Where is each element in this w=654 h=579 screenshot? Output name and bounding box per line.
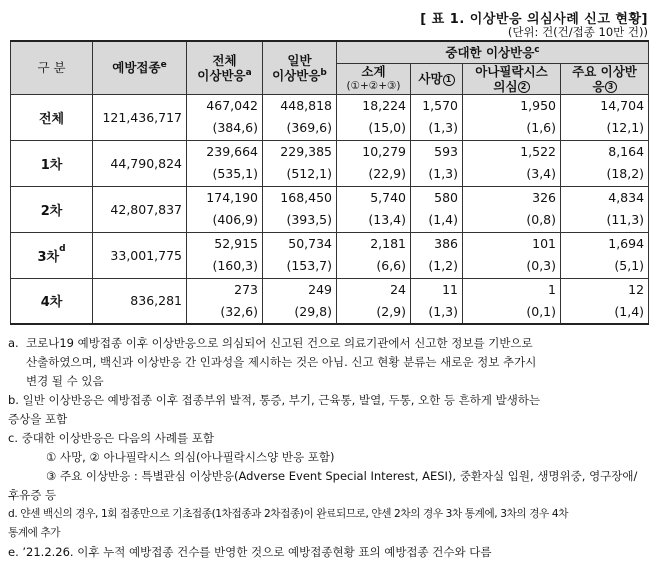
anaphylaxis-rate: (0,1) (526, 303, 556, 319)
header-anaphylaxis: 아나필락시스 의심 2 (463, 63, 561, 94)
major-count: 4,834 (608, 190, 645, 205)
total-count: 467,042 (206, 98, 258, 113)
total-cell (187, 232, 263, 278)
death-cell (411, 278, 463, 324)
table-row (11, 186, 649, 232)
adverse-reaction-table (10, 40, 649, 325)
subtotal-cell (337, 140, 411, 186)
subtotal-count: 24 (390, 281, 406, 297)
subtotal-rate: (2,9) (376, 303, 406, 319)
major-rate: (12,1) (606, 120, 645, 135)
vaccinated-count: 121,436,717 (93, 94, 187, 140)
death-count: 593 (434, 144, 458, 159)
general-rate: (153,7) (286, 258, 332, 273)
anaphylaxis-cell (463, 94, 561, 140)
footnote-b: b. 일반 이상반응은 예방접종 이후 접종부위 발적, 통증, 부기, 근육통, 발열, 두통, 오한 등 흔하게 발생하는 증상을 포함 (8, 393, 541, 426)
total-rate: (384,6) (212, 120, 258, 135)
total-rate: (535,1) (212, 166, 258, 181)
header-major: 주요 이상반 응 3 (561, 63, 649, 94)
major-cell (561, 186, 649, 232)
subtotal-cell (337, 94, 411, 140)
general-count: 50,734 (288, 236, 332, 251)
row-label: 1차 (11, 140, 93, 186)
death-cell (411, 94, 463, 140)
subtotal-cell (337, 278, 411, 324)
death-count: 11 (442, 281, 458, 297)
general-count: 249 (308, 281, 332, 297)
subtotal-cell (337, 186, 411, 232)
anaphylaxis-rate: (1,6) (526, 120, 556, 135)
major-count: 12 (628, 281, 645, 297)
header-category: 구 분 (11, 41, 93, 94)
general-rate: (512,1) (286, 166, 332, 181)
circled-number-1: 1 (443, 74, 455, 86)
major-count: 8,164 (608, 144, 645, 159)
total-cell (187, 140, 263, 186)
major-rate: (18,2) (606, 166, 645, 181)
vaccinated-count: 44,790,824 (93, 140, 187, 186)
death-rate: (1,3) (428, 303, 458, 319)
general-count: 229,385 (280, 144, 332, 159)
subtotal-count: 2,181 (370, 236, 406, 251)
general-cell (263, 186, 337, 232)
footnote-c: c. 중대한 이상반응은 다음의 사례를 포함 ① 사망, ② 아나필락시스 의심(아나필락시스양 반응 포함) ③ 주요 이상반응 : 특별관심 이상반응(Adverse Event Special Interest, AESI), 중환자실 입원, 생명위중, 영구장애/ 후유증 등 (8, 431, 638, 502)
general-rate: (393,5) (286, 212, 332, 227)
subtotal-rate: (22,9) (368, 166, 406, 181)
general-count: 448,818 (280, 98, 332, 113)
anaphylaxis-count: 101 (532, 236, 556, 251)
row-label: 전체 (11, 94, 93, 140)
subtotal-rate: (15,0) (368, 120, 406, 135)
header-death: 사망 1 (411, 63, 463, 94)
total-count: 273 (234, 281, 258, 297)
table-row (11, 278, 649, 324)
subtotal-count: 5,740 (370, 190, 406, 205)
total-count: 239,664 (206, 144, 258, 159)
major-cell (561, 94, 649, 140)
major-cell (561, 278, 649, 324)
vaccinated-count: 33,001,775 (93, 232, 187, 278)
subtotal-rate: (13,4) (368, 212, 406, 227)
general-count: 168,450 (280, 190, 332, 205)
circled-number-3: 3 (605, 81, 617, 93)
anaphylaxis-cell (463, 140, 561, 186)
death-rate: (1,4) (428, 212, 458, 227)
anaphylaxis-cell (463, 186, 561, 232)
general-cell (263, 140, 337, 186)
anaphylaxis-rate: (0,8) (526, 212, 556, 227)
subtotal-rate: (6,6) (376, 258, 406, 273)
vaccinated-count: 836,281 (93, 278, 187, 324)
general-cell (263, 232, 337, 278)
header-subtotal: 소계 (①+②+③) (337, 63, 411, 94)
row-label: 2차 (11, 186, 93, 232)
major-rate: (5,1) (614, 258, 645, 273)
table-row (11, 94, 649, 140)
subtotal-cell (337, 232, 411, 278)
general-cell (263, 278, 337, 324)
total-cell (187, 94, 263, 140)
major-rate: (1,4) (614, 303, 645, 319)
table-title: [ 표 1. 이상반응 의심사례 신고 현황] (420, 12, 648, 27)
table-row (11, 232, 649, 278)
total-rate: (160,3) (212, 258, 258, 273)
total-cell (187, 186, 263, 232)
subtotal-count: 18,224 (362, 98, 406, 113)
death-count: 580 (434, 190, 458, 205)
anaphylaxis-count: 1,950 (520, 98, 556, 113)
vaccinated-count: 42,807,837 (93, 186, 187, 232)
general-rate: (29,8) (294, 303, 332, 319)
death-cell (411, 232, 463, 278)
major-cell (561, 140, 649, 186)
footnote-d: d. 얀센 백신의 경우, 1회 접종만으로 기초접종(1차접종과 2차접종)이 완료되므로, 얀센 2차의 경우 3차 통계에, 3차의 경우 4차 통계에 추가 (8, 508, 569, 539)
total-rate: (406,9) (212, 212, 258, 227)
death-count: 1,570 (422, 98, 458, 113)
death-count: 386 (434, 236, 458, 251)
general-cell (263, 94, 337, 140)
death-cell (411, 186, 463, 232)
footnote-e: e. ’21.2.26. 이후 누적 예방접종 건수를 반영한 것으로 예방접종현황 표의 예방접종 건수와 다름 (8, 545, 492, 559)
total-count: 174,190 (206, 190, 258, 205)
general-rate: (369,6) (286, 120, 332, 135)
table-row (11, 140, 649, 186)
header-total: 전체 이상반응$^a$ (187, 41, 263, 94)
death-cell (411, 140, 463, 186)
total-count: 52,915 (214, 236, 258, 251)
header-serious: 중대한 이상반응$^c$ (337, 41, 649, 63)
footnotes (8, 334, 650, 562)
death-rate: (1,3) (428, 120, 458, 135)
anaphylaxis-rate: (3,4) (526, 166, 556, 181)
death-rate: (1,2) (428, 258, 458, 273)
major-count: 14,704 (600, 98, 645, 113)
footnote-a: a. 코로나19 예방접종 이후 이상반응으로 의심되어 신고된 건으로 의료기관에서 신고한 정보를 기반으로 산출하였으며, 백신과 이상반응 간 인과성을 제시하는 것은 아님. 신고 현황 분류는 새로운 정보 추가시 변경 될 수 있음 (8, 336, 537, 388)
header-general: 일반 이상반응$^b$ (263, 41, 337, 94)
anaphylaxis-count: 326 (532, 190, 556, 205)
row-label: 3차$^d$ (11, 232, 93, 278)
total-cell (187, 278, 263, 324)
anaphylaxis-cell (463, 232, 561, 278)
death-rate: (1,3) (428, 166, 458, 181)
anaphylaxis-count: 1,522 (520, 144, 556, 159)
anaphylaxis-count: 1 (548, 281, 556, 297)
anaphylaxis-cell (463, 278, 561, 324)
major-rate: (11,3) (606, 212, 645, 227)
subtotal-count: 10,279 (362, 144, 406, 159)
major-count: 1,694 (608, 236, 645, 251)
circled-number-2: 2 (518, 81, 530, 93)
major-cell (561, 232, 649, 278)
total-rate: (32,6) (220, 303, 258, 319)
header-vaccinated: 예방접종$^e$ (93, 41, 187, 94)
row-label: 4차 (11, 278, 93, 324)
anaphylaxis-rate: (0,3) (526, 258, 556, 273)
unit-label: (단위: 건(건/접종 10만 건)) (507, 25, 648, 39)
